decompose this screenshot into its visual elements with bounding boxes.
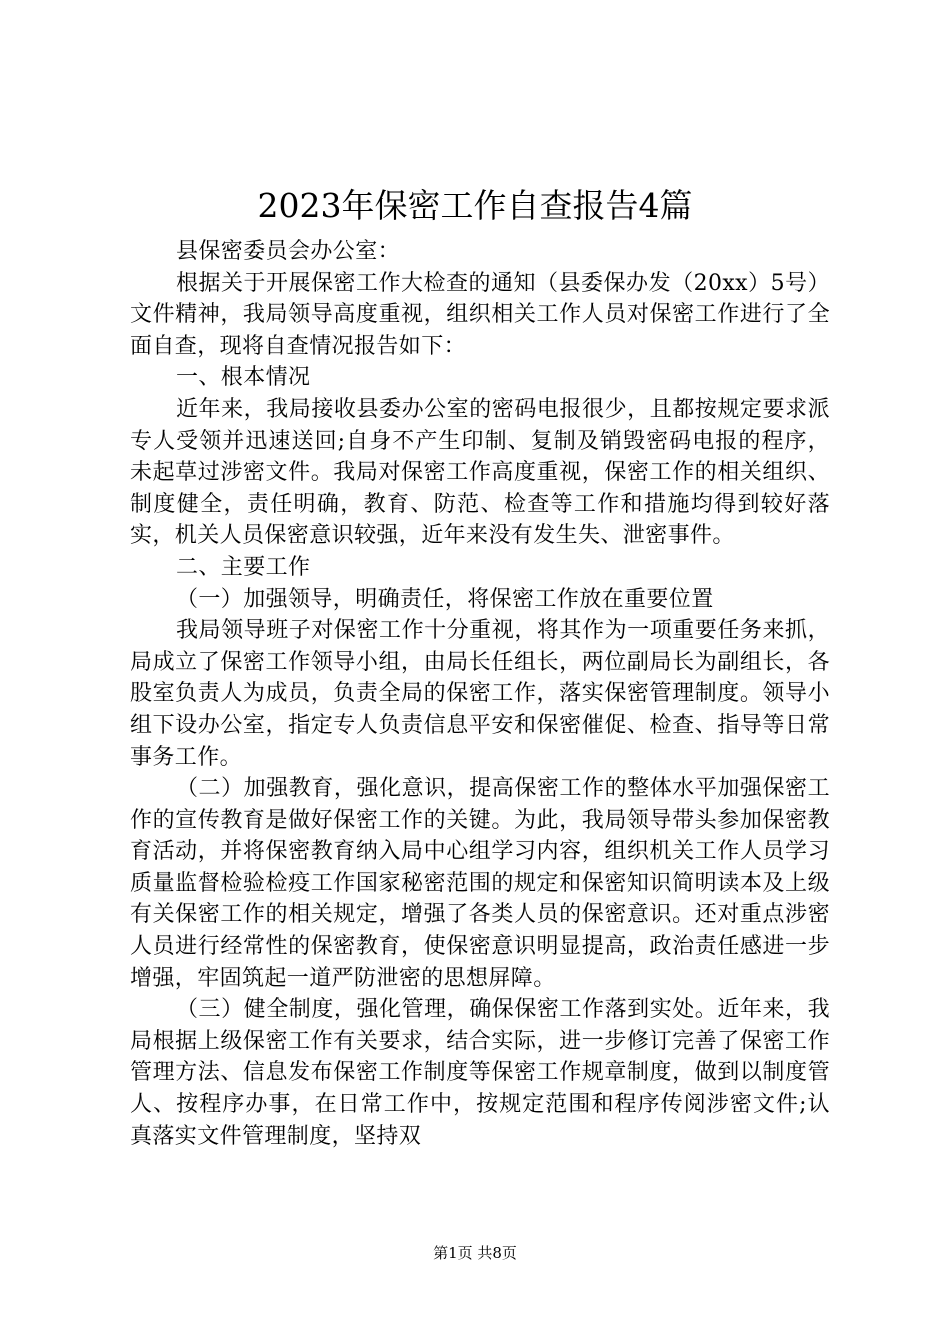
paragraph-intro: 根据关于开展保密工作大检查的通知（县委保办发（20xx）5号）文件精神，我局领导高度重视，组织相关工作人员对保密工作进行了全面自查，现将自查情况报告如下： [130,270,830,359]
subheading-leadership: （一）加强领导，明确责任，将保密工作放在重要位置 [176,586,714,612]
paragraph-education: （二）加强教育，强化意识，提高保密工作的整体水平加强保密工作的宣传教育是做好保密工作的关键。为此，我局领导带头参加保密教育活动，并将保密教育纳入局中心组学习内容，组织机关工作人员学习质量监督检验检疫工作国家秘密范围的规定和保密知识简明读本及上级有关保密工作的相关规定，增强了各类人员的保密意识。还对重点涉密人员进行经常性的保密教育，使保密意识明显提高，政治责任感进一步增强，牢固筑起一道严防泄密的思想屏障。 [130,776,830,991]
document-title: 2023年保密工作自查报告4篇 [257,186,693,225]
addressee-line: 县保密委员会办公室： [176,239,401,264]
page-number-footer: 第1页 共8页 [433,1244,517,1262]
section-heading-main-work: 二、主要工作 [176,554,311,580]
paragraph-leadership: 我局领导班子对保密工作十分重视，将其作为一项重要任务来抓，局成立了保密工作领导小组，由局长任组长，两位副局长为副组长，各股室负责人为成员，负责全局的保密工作，落实保密管理制度。领导小组下设办公室，指定专人负责信息平安和保密催促、检查、指导等日常事务工作。 [130,618,830,770]
section-heading-basic: 一、根本情况 [176,365,311,391]
paragraph-system: （三）健全制度，强化管理，确保保密工作落到实处。近年来，我局根据上级保密工作有关要求，结合实际，进一步修订完善了保密工作管理方法、信息发布保密工作制度等保密工作规章制度，做到以制度管人、按程序办事，在日常工作中，按规定范围和程序传阅涉密文件;认真落实文件管理制度，坚持双 [130,997,830,1149]
document-body [130,236,830,1152]
paragraph-basic-situation: 近年来，我局接收县委办公室的密码电报很少，且都按规定要求派专人受领并迅速送回;自身不产生印制、复制及销毁密码电报的程序，未起草过涉密文件。我局对保密工作高度重视，保密工作的相关组织、制度健全，责任明确，教育、防范、检查等工作和措施均得到较好落实，机关人员保密意识较强，近年来没有发生失、泄密事件。 [130,396,830,549]
